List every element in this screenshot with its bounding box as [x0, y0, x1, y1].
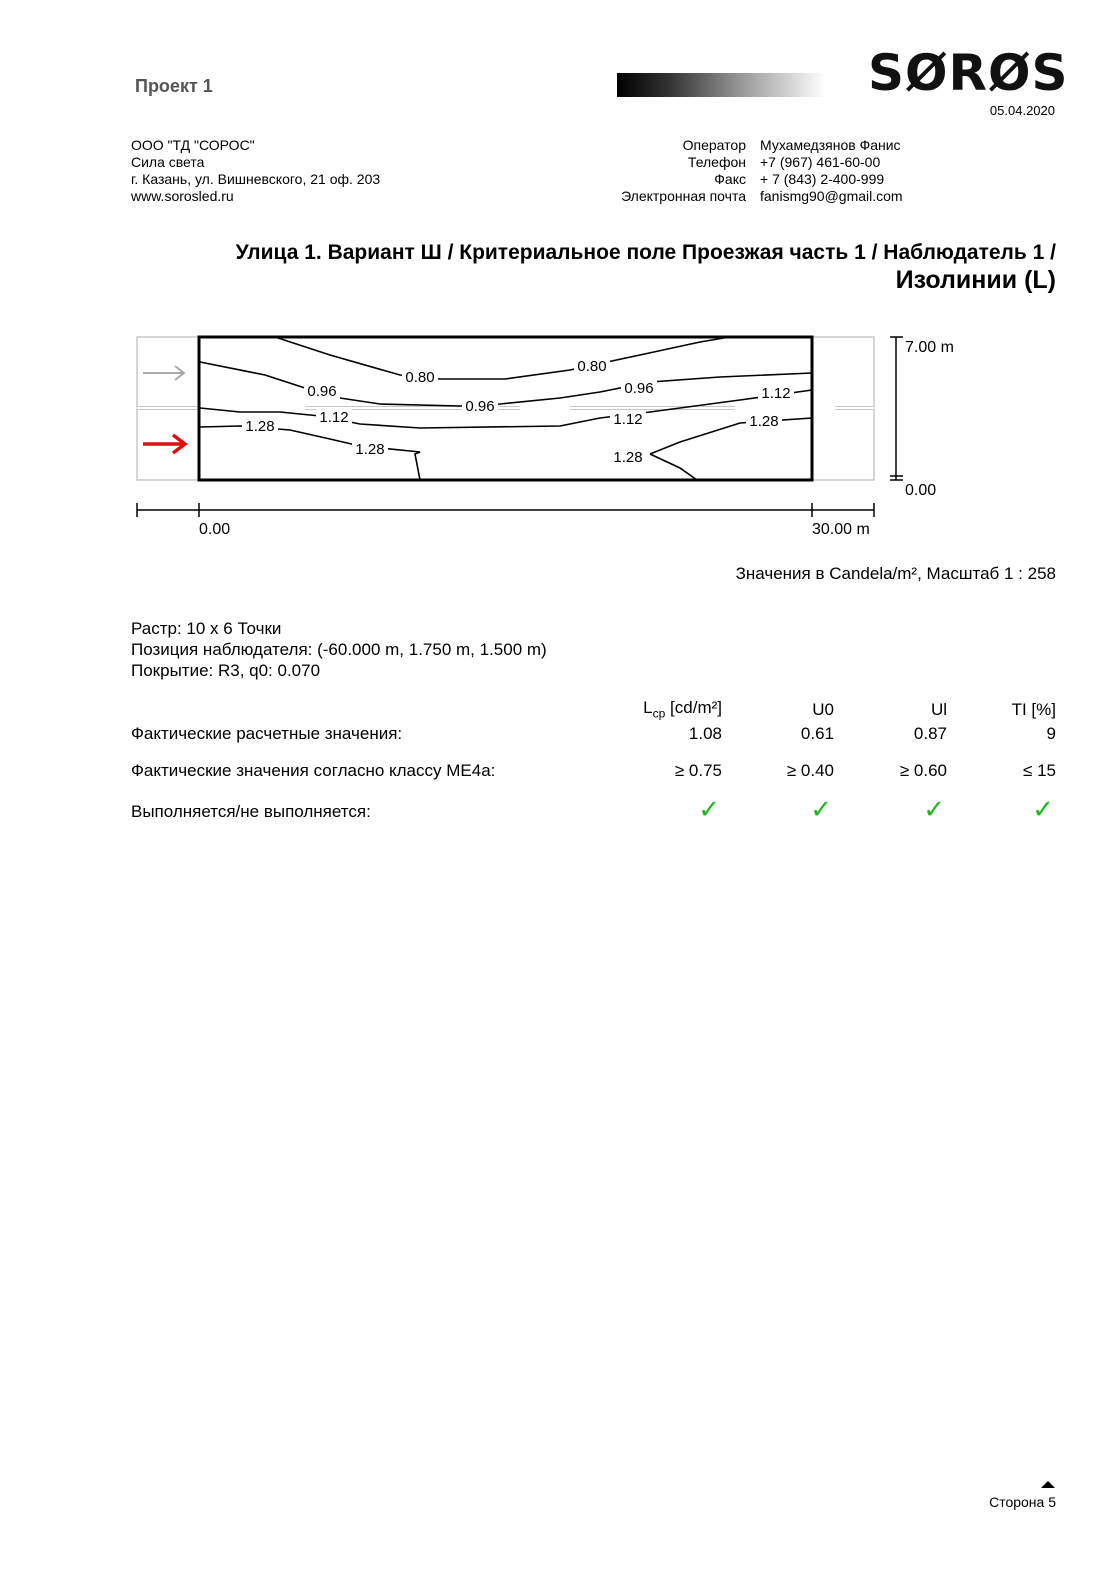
isoline-label: 0.96 [307, 383, 337, 400]
contact-values [760, 137, 903, 205]
actual-ti: 9 [1046, 724, 1056, 743]
y-bottom-label: 0.00 [905, 482, 937, 499]
company-website: www.sorosled.ru [131, 188, 234, 204]
header-u0: U0 [812, 700, 834, 719]
check-icon: ✓ [1032, 794, 1054, 824]
soros-logo: SØRØS [868, 44, 1069, 102]
isoline-drawing [0, 320, 1116, 550]
x-right-label: 30.00 m [812, 521, 870, 538]
check-icon: ✓ [810, 794, 832, 824]
operator-label: Оператор [682, 137, 746, 153]
row-required-label: Фактические значения согласно классу ME4a: [131, 761, 496, 780]
header-gradient-bar [617, 73, 825, 97]
raster-info: Растр: 10 x 6 Точки [131, 619, 282, 638]
direction-arrow-grey [143, 366, 184, 380]
required-ul: ≥ 0.60 [899, 761, 947, 780]
company-name: ООО "ТД "СОРОС" [131, 137, 255, 153]
isoline-label: 1.28 [749, 413, 779, 430]
actual-u0: 0.61 [800, 724, 834, 743]
isoline-096 [200, 362, 812, 406]
direction-arrow-red [143, 435, 185, 453]
isoline-label: 0.80 [405, 369, 435, 386]
header-ti: TI [%] [1011, 700, 1056, 719]
header-ul: Ul [930, 700, 947, 719]
isoline-label: 1.28 [613, 449, 643, 466]
x-left-label: 0.00 [199, 521, 231, 538]
page-number: Сторона 5 [989, 1494, 1056, 1510]
y-top-label: 7.00 m [905, 339, 954, 356]
isoline-128-right [650, 418, 812, 454]
company-line-2: Сила света [131, 154, 205, 170]
actual-lcp: 1.08 [688, 724, 722, 743]
company-block [131, 137, 380, 205]
page-title: Улица 1. Вариант Ш / Критериальное поле Проезжая часть 1 / Наблюдатель 1 / [235, 241, 1056, 264]
isoline-label: 0.80 [577, 358, 607, 375]
isoline-128-bottom [650, 454, 697, 480]
project-title: Проект 1 [135, 76, 213, 96]
actual-ul: 0.87 [913, 724, 947, 743]
phone-value: +7 (967) 461-60-00 [760, 154, 881, 170]
coating-info: Покрытие: R3, q0: 0.070 [131, 661, 321, 680]
operator-value: Мухамедзянов Фанис [760, 137, 901, 153]
isoline-labels [242, 357, 794, 466]
required-lcp: ≥ 0.75 [674, 761, 722, 780]
isoline-label: 0.96 [465, 398, 495, 415]
vertical-dimension [890, 337, 903, 480]
company-address: г. Казань, ул. Вишневского, 21 оф. 203 [131, 171, 381, 187]
phone-label: Телефон [687, 154, 746, 170]
fax-label: Факс [714, 171, 746, 187]
horizontal-dimension [137, 503, 874, 517]
email-label: Электронная почта [621, 188, 746, 204]
page-up-icon [1041, 1481, 1055, 1488]
required-u0: ≥ 0.40 [786, 761, 834, 780]
observer-position: Позиция наблюдателя: (-60.000 m, 1.750 m, 1.500 m) [131, 640, 547, 659]
required-ti: ≤ 15 [1023, 761, 1056, 780]
check-icon: ✓ [698, 794, 720, 824]
page-subtitle: Изолинии (L) [895, 266, 1056, 294]
fax-value: + 7 (843) 2-400-999 [760, 171, 885, 187]
row-actual-label: Фактические расчетные значения: [131, 724, 403, 743]
isoline-label: 1.28 [245, 418, 275, 435]
row-compliance-label: Выполняется/не выполняется: [131, 802, 371, 821]
email-value: fanismg90@gmail.com [760, 188, 903, 204]
header-lcp: $L_{ср}$ [cd/m²] [643, 698, 722, 721]
contact-labels [560, 137, 746, 205]
isoline-label: 0.96 [624, 380, 654, 397]
document-date: 05.04.2020 [989, 103, 1055, 118]
check-icon: ✓ [923, 794, 945, 824]
isoline-label: 1.12 [613, 411, 643, 428]
isoline-label: 1.12 [319, 409, 349, 426]
calculation-info [131, 618, 547, 681]
units-scale-note: Значения в Candela/m², Масштаб 1 : 258 [735, 564, 1056, 583]
isoline-label: 1.12 [761, 385, 791, 402]
isoline-label: 1.28 [355, 441, 385, 458]
isoline-080 [275, 337, 730, 379]
